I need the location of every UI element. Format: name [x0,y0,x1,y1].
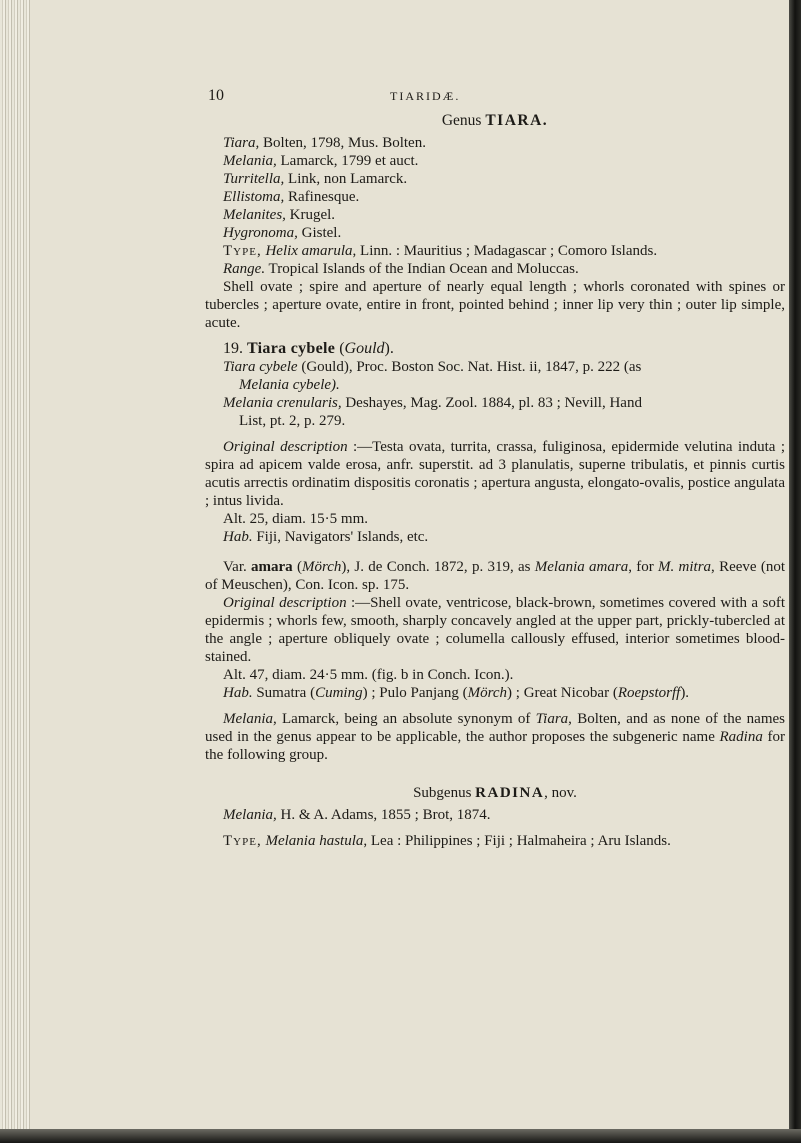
page-number: 10 [208,87,224,104]
measurements: Alt. 25, diam. 15·5 mm. [223,511,368,527]
habitat-label: Hab. [223,529,253,545]
variety-paragraph: Var. amara (Mörch), J. de Conch. 1872, p. 319, as Melania amara, for M. mitra, Reeve (not of Meuschen), Con. Icon. sp. 175. [205,559,785,593]
variety-ref-species2: M. mitra [658,559,712,575]
genus-prefix: Genus [441,112,482,129]
reference-line [205,358,785,394]
type-text: , Lea : Philippines ; Fiji ; Halmaheira ; Aru Islands. [363,833,671,849]
variety-ref-a: , J. de Conch. 1872, p. 319, as [346,559,535,575]
page-right-edge [789,0,801,1143]
synonym-line [205,188,785,206]
type-species: Helix amarula [265,243,353,259]
type-paragraph [205,242,785,260]
variety-name: amara [251,559,293,575]
reference-name: Melania crenularis, [223,395,342,411]
collector-name: Cuming [315,685,363,701]
synonym-line [205,134,785,152]
description-label: Original description [223,439,348,455]
reference-line [205,394,785,430]
page-header [0,87,801,107]
synonym-line [205,806,785,824]
reference-text: Deshayes, Mag. Zool. 1884, pl. 83 ; Nevill, Hand [341,395,642,411]
habitat-label: Hab. [223,685,253,701]
synonym-name: Turritella, [223,171,285,187]
habitat-text: Sumatra ( [252,685,316,701]
variety-ref-b: , for [628,559,659,575]
synonym-name: Hygronoma, [223,225,298,241]
variety-prefix: Var. [223,559,247,575]
page-body [205,112,785,850]
collector-name: Mörch [467,685,508,701]
habitat [205,684,785,702]
page-left-edge [0,0,30,1143]
synonym-citation: Bolten, 1798, Mus. Bolten. [259,135,426,151]
synonym-citation: Lamarck, 1799 et auct. [276,153,419,169]
note-name: Melania [223,711,273,727]
type-label: Type, [223,243,262,259]
nomenclature-note [205,710,785,764]
species-heading: 19. Tiara cybele (Gould). [223,340,394,357]
habitat-text: ). [680,685,690,701]
species-author: Gould [344,340,385,357]
range-text: Tropical Islands of the Indian Ocean and Moluccas. [265,261,579,277]
subgenus-prefix: Subgenus [413,785,472,801]
range-paragraph [205,260,785,278]
synonym-line [205,206,785,224]
synonym-citation: Rafinesque. [284,189,360,205]
description-label: Original description [223,595,347,611]
subgenus-suffix: , nov. [544,785,577,801]
species-name: Tiara cybele [247,340,336,357]
synonym-line [205,224,785,242]
type-paragraph [205,832,785,850]
original-description-latin [205,438,785,510]
synonym-name: Tiara, [223,135,260,151]
variety-ref-species: Melania amara [534,559,629,575]
reference-cont: Melania cybele). [239,377,340,393]
page-bottom-band [0,1129,801,1143]
range-label: Range. [223,261,266,277]
original-description-english [205,594,785,666]
habitat-text: ) ; Great Nicobar ( [507,685,618,701]
reference-text: (Gould), Proc. Boston Soc. Nat. Hist. ii, 1847, p. 222 (as [297,359,642,375]
note-text: , Bolten, and as none of the names used in the genus appear to be applicable, the author proposes the subgeneric name [205,711,785,745]
type-label: Type, [223,833,262,849]
synonym-line [205,152,785,170]
synonym-name: Melania, [223,153,277,169]
collector-name: Roepstorff [617,685,681,701]
variety-author: Mörch [301,559,342,575]
genus-heading [205,112,785,130]
synonym-line [205,170,785,188]
habitat [205,528,785,546]
species-number: 19. [223,340,243,357]
habitat-text: ) ; Pulo Panjang ( [362,685,468,701]
variety-ref-c: , Reeve (not of Meuschen), Con. Icon. sp. 175. [205,559,785,593]
subgenus-heading [205,784,785,802]
synonym-name: Melania, [223,807,277,823]
type-species: Melania hastula [265,833,364,849]
subgenus-name: RADINA [475,785,545,801]
synonym-name: Melanites, [223,207,286,223]
note-name: Radina [719,729,763,745]
note-text: for the following group. [205,729,785,763]
note-text: , Lamarck, being an absolute synonym of [273,711,536,727]
habitat-text: Fiji, Navigators' Islands, etc. [252,529,429,545]
type-text: , Linn. : Mauritius ; Madagascar ; Comoro Islands. [352,243,658,259]
description-text: :—Testa ovata, turrita, crassa, fuliginosa, epidermide velutina induta ; spira ad apicem valde erosa, anfr. superstit. ad 3 planulatis, superne tribulatis, et pinnis curtis acutis arrectis ordinatim dispositis coronatis ; apertura angusta, elongato-ovalis, postice angulata ; intus livida. [205,439,785,509]
measurements: Alt. 47, diam. 24·5 mm. (fig. b in Conch. Icon.). [223,667,514,683]
synonym-list [205,134,785,242]
running-head: TIARIDÆ. [390,89,461,103]
note-name: Tiara [535,711,569,727]
reference-name: Tiara cybele [223,359,298,375]
genus-name: TIARA. [485,112,549,129]
shell-description: Shell ovate ; spire and aperture of nearly equal length ; whorls coronated with spines or tubercles ; aperture ovate, entire in front, pointed behind ; inner lip very thin ; outer lip simple, acute. [205,279,785,331]
reference-cont: List, pt. 2, p. 279. [239,413,346,429]
synonym-citation: H. & A. Adams, 1855 ; Brot, 1874. [276,807,491,823]
synonym-name: Ellistoma, [223,189,285,205]
description-text: :—Shell ovate, ventricose, black-brown, sometimes covered with a soft epidermis ; whorls few, smooth, sharply concavely angled at the upper part, prickly-tubercled at the angle ; aperture obliquely ovate ; columella callously effused, interior sometimes blood-stained. [205,595,785,665]
synonym-citation: Krugel. [285,207,336,223]
synonym-citation: Gistel. [297,225,342,241]
synonym-citation: Link, non Lamarck. [284,171,408,187]
